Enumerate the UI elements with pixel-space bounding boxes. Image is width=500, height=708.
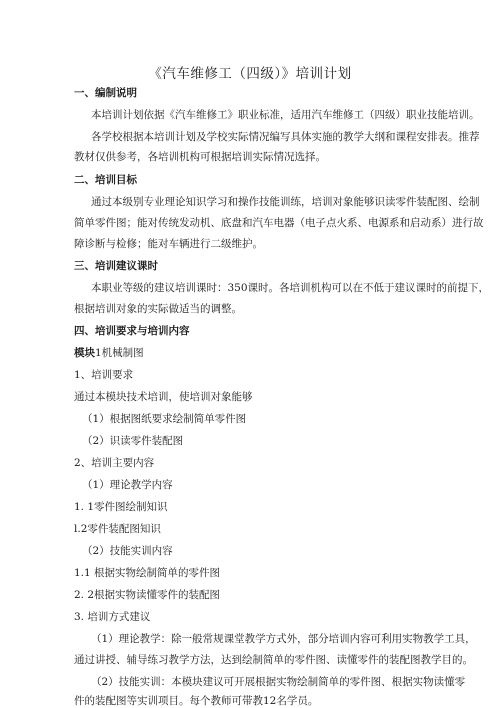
list-item: 1.1 根据实物绘制简单的零件图 — [74, 567, 221, 579]
list-item: 2. 2根据实物读懂零件的装配图 — [74, 589, 221, 601]
list-item: （2）技能实训内容 — [82, 545, 173, 557]
list-item: 1. 1零件图绘制知识 — [74, 501, 168, 513]
subsection-title: 2、培训主要内容 — [74, 457, 155, 469]
paragraph-line: 简单零件图；能对传统发动机、底盘和汽车电器（电子点火系、电源系和启动系）进行故 — [74, 217, 484, 229]
subsection-title: 3. 培训方式建议 — [74, 611, 151, 623]
paragraph-line: 件的装配图等实训项目。每个教师可带教12名学员。 — [74, 695, 319, 707]
paragraph-line: 通过讲授、辅导练习教学方法，达到绘制简单的零件图、读懂零件的装配图教学目的。 — [74, 654, 473, 666]
paragraph-line: 障诊断与检修；能对车辆进行二级维护。 — [74, 238, 263, 250]
list-item: l.2零件装配图知识 — [74, 523, 161, 535]
paragraph-line: 本培训计划依据《汽车维修工》职业标准，适用汽车维修工（四级）职业技能培训。 — [91, 109, 480, 121]
paragraph-line: 通过本模块技术培训，使培训对象能够 — [74, 391, 253, 403]
paragraph-line: 本职业等级的建议培训课时：350课时。各培训机构可以在不低于建议课时的前提下， — [91, 282, 490, 294]
section-heading-2: 二、培训目标 — [74, 174, 137, 186]
paragraph-line: （2）技能实训：本模块建议可开展根据实物绘制简单的零件图、根据实物读懂零 — [91, 676, 466, 688]
section-heading-1: 一、编制说明 — [74, 87, 137, 99]
section-heading-3: 三、培训建议课时 — [74, 260, 158, 272]
paragraph-line: 根据培训对象的实际做适当的调整。 — [74, 303, 242, 315]
paragraph-line: 通过本级别专业理论知识学习和操作技能训练，培训对象能够识读零件装配图、绘制 — [91, 196, 480, 208]
subsection-title: 1、培训要求 — [74, 369, 134, 381]
paragraph-line: 教材仅供参考，各培训机构可根据培训实际情况选择。 — [74, 151, 326, 163]
list-item: （1）理论教学内容 — [82, 479, 173, 491]
section-heading-4: 四、培训要求与培训内容 — [74, 325, 190, 337]
module-lead: 模块 — [74, 347, 95, 359]
paragraph-line: （1）理论教学：除一般常规课堂教学方式外，部分培训内容可利用实物教学工具， — [91, 633, 476, 645]
module-name: 1机械制图 — [95, 347, 144, 359]
document-title: 《汽车维修工（四级）》培训计划 — [148, 66, 352, 82]
module-title — [74, 346, 144, 360]
list-item: （2）识读零件装配图 — [82, 435, 184, 447]
paragraph-line: 各学校根据本培训计划及学校实际情况编写具体实施的教学大纲和课程安排表。推荐 — [91, 131, 480, 143]
list-item: （1）根据图纸要求绘制简单零件图 — [82, 413, 247, 425]
